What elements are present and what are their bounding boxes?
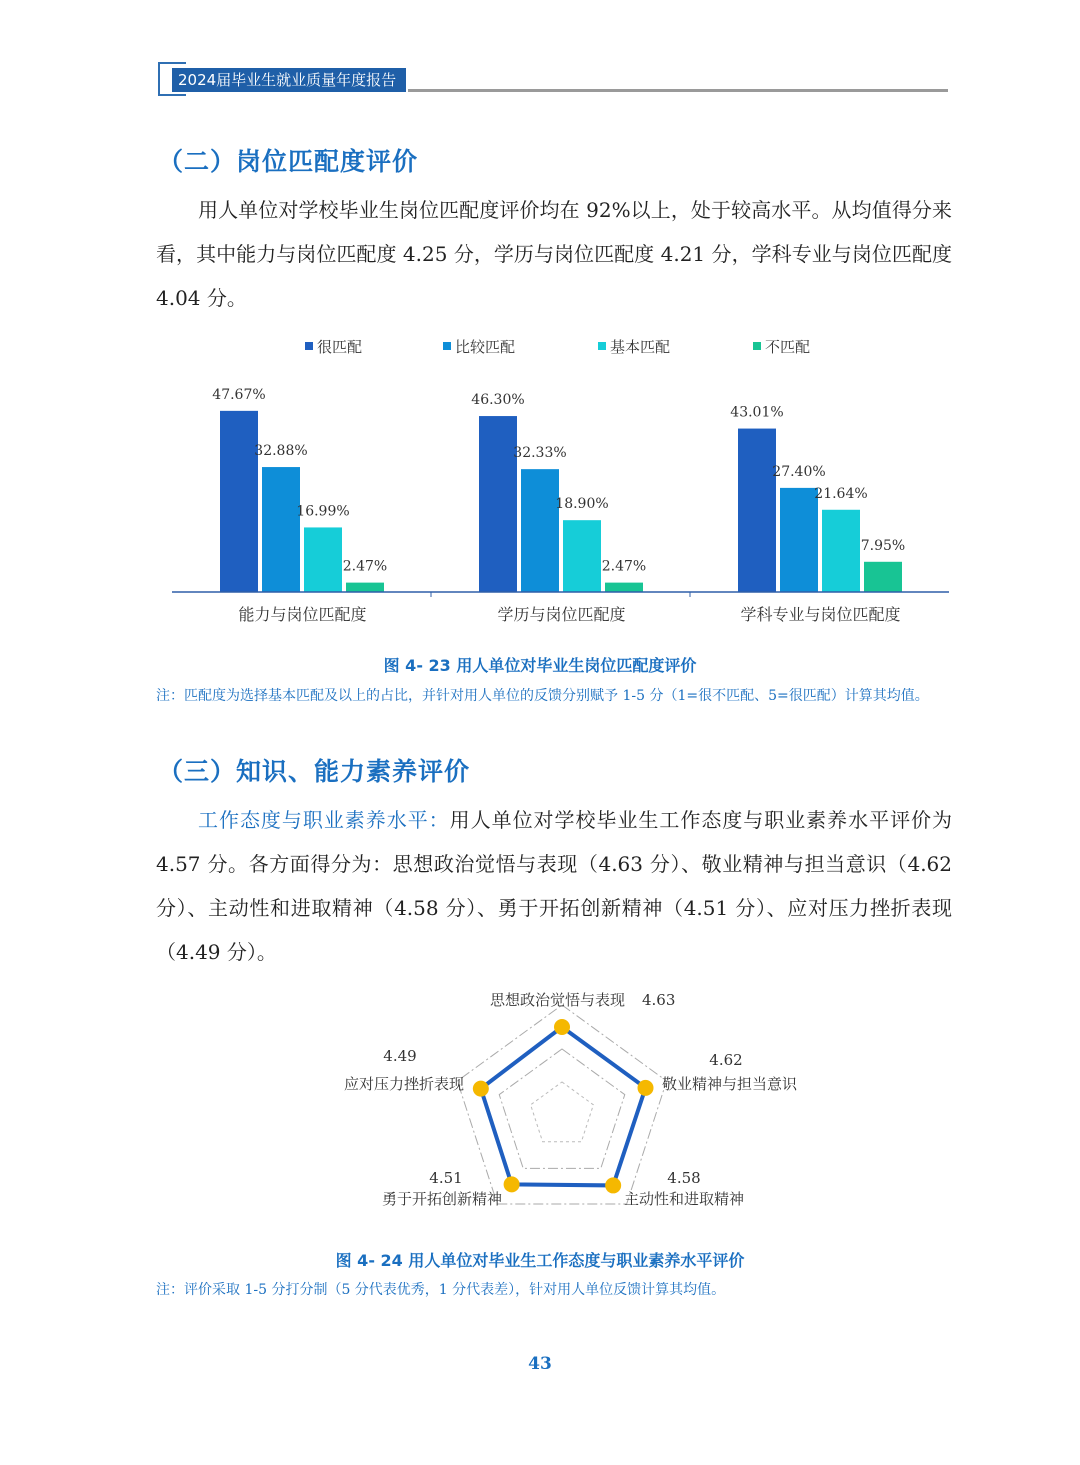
- bar-2-1: [780, 488, 818, 592]
- figure23-caption: 图 4- 23 用人单位对毕业生岗位匹配度评价: [383, 656, 697, 675]
- radar-axis-label-2: 主动性和进取精神: [624, 1190, 745, 1208]
- radar-value-label-2: 4.58: [667, 1169, 701, 1187]
- radar-value-label-4: 4.49: [383, 1047, 417, 1065]
- radar-labels: [344, 991, 798, 1208]
- bar-2-3: [864, 562, 902, 592]
- job-match-bar-chart: [150, 330, 970, 635]
- section3-heading: （三）知识、能力素养评价: [158, 757, 471, 786]
- category-label-2: 学科专业与岗位匹配度: [740, 605, 901, 624]
- bar-2-0: [738, 429, 776, 592]
- legend-swatch-0: [305, 342, 313, 350]
- page-number: 43: [528, 1354, 552, 1374]
- report-header: [158, 62, 948, 98]
- bar-chart-marks: [212, 387, 905, 592]
- radar-axis-label-3: 勇于开拓创新精神: [381, 1190, 502, 1208]
- bar-1-2: [563, 520, 601, 592]
- radar-ring-1: [499, 1049, 625, 1168]
- bar-label-2-2: 21.64%: [814, 485, 868, 502]
- figure24-note: 注：评价采取 1-5 分打分制（5 分代表优秀，1 分代表差），针对用人单位反馈计算其均值。: [156, 1282, 726, 1298]
- bar-chart-legend: [305, 338, 810, 356]
- radar-series-line: [481, 1027, 646, 1185]
- radar-marker-1: [638, 1080, 654, 1096]
- legend-label-0: 很匹配: [317, 338, 363, 356]
- bar-label-1-0: 46.30%: [471, 392, 525, 409]
- section2-paragraph: 用人单位对学校毕业生岗位匹配度评价均在 92%以上，处于较高水平。从均值得分来看，其中能力与岗位匹配度 4.25 分，学历与岗位匹配度 4.21 分，学科专业与岗位匹配度 4.04 分。: [156, 198, 952, 310]
- bar-0-2: [304, 527, 342, 592]
- work-attitude-radar-chart: [300, 985, 860, 1225]
- bar-label-0-0: 47.67%: [212, 386, 266, 403]
- radar-axis-label-1: 敬业精神与担当意识: [662, 1075, 798, 1093]
- bar-chart-categories: [238, 592, 900, 624]
- bar-0-3: [346, 583, 384, 592]
- legend-label-1: 比较匹配: [455, 338, 516, 356]
- radar-axis-label-0: 思想政治觉悟与表现: [490, 991, 626, 1009]
- legend-label-2: 基本匹配: [610, 338, 671, 356]
- radar-marker-3: [504, 1176, 520, 1192]
- legend-swatch-3: [753, 342, 761, 350]
- section3-body: 用人单位对学校毕业生工作态度与职业素养水平评价为 4.57 分。各方面得分为：思想政治觉悟与表现（4.63 分）、敬业精神与担当意识（4.62 分）、主动性和进取精神（4.58 分）、勇于开拓创新精神（4.51 分）、应对压力挫折表现（4.49 分）。: [156, 808, 953, 964]
- figure24-caption: 图 4- 24 用人单位对毕业生工作态度与职业素养水平评价: [335, 1251, 745, 1270]
- bar-1-1: [521, 469, 559, 592]
- bar-label-0-3: 2.47%: [342, 558, 388, 575]
- legend-swatch-2: [598, 342, 606, 350]
- radar-marker-0: [554, 1019, 570, 1035]
- legend-swatch-1: [443, 342, 451, 350]
- bar-label-0-2: 16.99%: [296, 503, 350, 520]
- bar-0-1: [262, 467, 300, 592]
- radar-ring-inner: [531, 1082, 594, 1142]
- category-label-1: 学历与岗位匹配度: [497, 605, 626, 624]
- bar-label-1-2: 18.90%: [555, 496, 609, 513]
- bar-1-3: [605, 583, 643, 592]
- bar-label-0-1: 32.88%: [254, 443, 308, 460]
- bar-label-2-0: 43.01%: [730, 404, 784, 421]
- bar-label-2-3: 7.95%: [860, 537, 906, 554]
- radar-value-label-0: 4.63: [642, 991, 676, 1009]
- header-rule: [408, 89, 948, 92]
- radar-value-label-3: 4.51: [429, 1169, 463, 1187]
- category-label-0: 能力与岗位匹配度: [238, 605, 367, 624]
- radar-value-label-1: 4.62: [709, 1051, 743, 1069]
- bar-label-1-1: 32.33%: [513, 445, 567, 462]
- report-title: 2024届毕业生就业质量年度报告: [172, 68, 406, 92]
- bar-1-0: [479, 416, 517, 592]
- radar-series: [473, 1019, 654, 1193]
- bar-2-2: [822, 510, 860, 592]
- figure23-note: 注：匹配度为选择基本匹配及以上的占比，并针对用人单位的反馈分别赋予 1-5 分（1=很不匹配、5=很匹配）计算其均值。: [156, 688, 929, 704]
- legend-label-3: 不匹配: [765, 338, 811, 356]
- radar-marker-2: [605, 1177, 621, 1193]
- section3-lead: 工作态度与职业素养水平：: [198, 808, 450, 832]
- bar-label-2-1: 27.40%: [772, 463, 826, 480]
- radar-axis-label-4: 应对压力挫折表现: [343, 1075, 464, 1093]
- radar-marker-4: [473, 1081, 489, 1097]
- section3-paragraph: [156, 798, 952, 974]
- section2-heading: （二）岗位匹配度评价: [158, 147, 419, 176]
- bar-0-0: [220, 411, 258, 592]
- bar-label-1-3: 2.47%: [601, 558, 647, 575]
